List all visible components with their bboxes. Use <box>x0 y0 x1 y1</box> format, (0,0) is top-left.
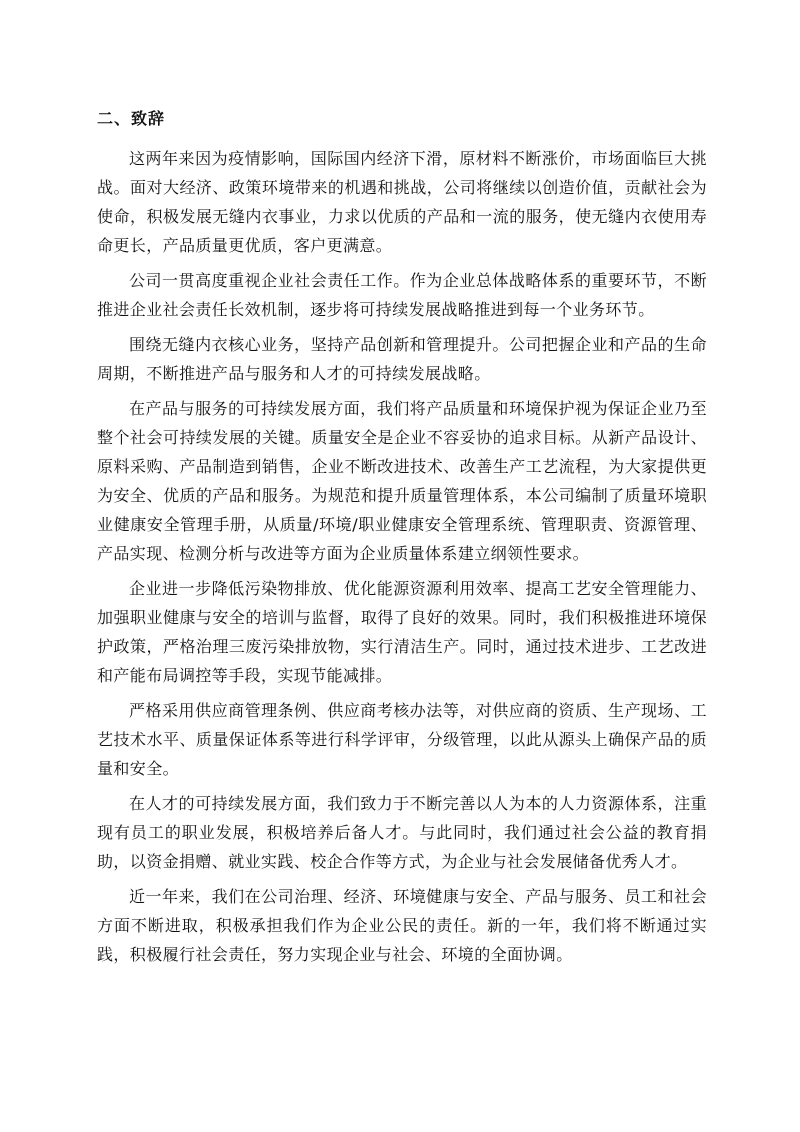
paragraph-4: 在产品与服务的可持续发展方面，我们将产品质量和环境保护视为保证企业乃至整个社会可持续发展的关键。质量安全是企业不容妥协的追求目标。从新产品设计、原料采购、产品制造到销售，企业不断改进技术、改善生产工艺流程，为大家提供更为安全、优质的产品和服务。为规范和提升质量管理体系，本公司编制了质量环境职业健康安全管理手册，从质量/环境/职业健康安全管理系统、管理职责、资源管理、产品实现、检测分析与改进等方面为企业质量体系建立纲领性要求。 <box>97 399 707 563</box>
paragraph-8: 近一年来，我们在公司治理、经济、环境健康与安全、产品与服务、员工和社会方面不断进取，积极承担我们作为企业公民的责任。新的一年，我们将不断通过实践，积极履行社会责任，努力实现企业与社会、环境的全面协调。 <box>97 887 707 964</box>
document-body <box>97 144 707 975</box>
paragraph-2: 公司一贯高度重视企业社会责任工作。作为企业总体战略体系的重要环节，不断推进企业社会责任长效机制，逐步将可持续发展战略推进到每一个业务环节。 <box>97 271 707 319</box>
paragraph-1: 这两年来因为疫情影响，国际国内经济下滑，原材料不断涨价，市场面临巨大挑战。面对大经济、政策环境带来的机遇和挑战，公司将继续以创造价值，贡献社会为使命，积极发展无缝内衣事业，力求以优质的产品和一流的服务，使无缝内衣使用寿命更长，产品质量更优质，客户更满意。 <box>97 149 707 255</box>
paragraph-6: 严格采用供应商管理条例、供应商考核办法等，对供应商的资质、生产现场、工艺技术水平、质量保证体系等进行科学评审，分级管理，以此从源头上确保产品的质量和安全。 <box>97 701 707 778</box>
paragraph-3: 围绕无缝内衣核心业务，坚持产品创新和管理提升。公司把握企业和产品的生命周期，不断推进产品与服务和人才的可持续发展战略。 <box>97 335 707 383</box>
paragraph-7: 在人才的可持续发展方面，我们致力于不断完善以人为本的人力资源体系，注重现有员工的职业发展，积极培养后备人才。与此同时，我们通过社会公益的教育捐助，以资金捐赠、就业实践、校企合作等方式，为企业与社会发展储备优秀人才。 <box>97 794 707 871</box>
paragraph-5: 企业进一步降低污染物排放、优化能源资源利用效率、提高工艺安全管理能力、加强职业健康与安全的培训与监督，取得了良好的效果。同时，我们积极推进环境保护政策，严格治理三废污染排放物，实行清洁生产。同时，通过技术进步、工艺改进和产能布局调控等手段，实现节能减排。 <box>97 579 707 685</box>
section-heading: 二、致辞 <box>97 109 166 128</box>
